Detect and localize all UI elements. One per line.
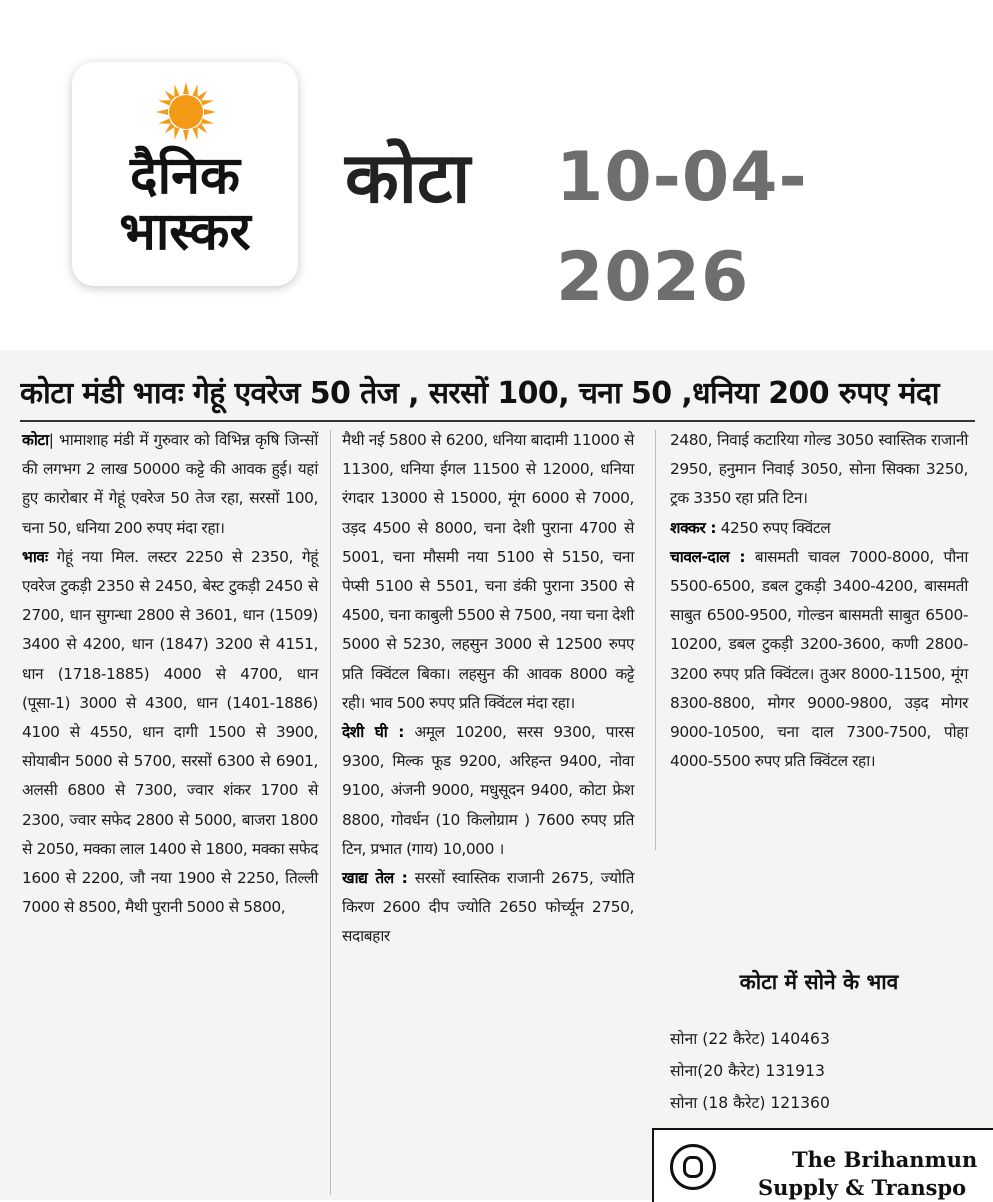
ad-text-line1: The Brihanmun [792,1147,978,1172]
oil-text: सरसों स्वास्तिक राजानी 2675, ज्योति किरण 2600 दीप ज्योति 2650 फोर्च्यून 2750, सदाबहार [342,869,634,946]
ad-text-line2: Supply & Transpo [758,1175,967,1200]
sun-icon [156,82,216,142]
intro-text: भामाशाह मंडी में गुरुवार को विभिन्न कृषि जिन्सों की लगभग 2 लाख 50000 कट्टे की आवक हुई। यहां हुए कारोबार में गेहूं एवरेज 50 तेज रहा, सरसों 100, चना 50, धनिया 200 रुपए मंदा रहा। [22,431,318,537]
article-headline: कोटा मंडी भावः गेहूं एवरेज 50 तेज , सरसों 100, चना 50 ,धनिया 200 रुपए मंदा [20,376,939,411]
logo-text-line2: भास्कर [119,202,251,262]
article-column-2 [342,426,634,952]
oil-continued-text: 2480, निवाई कटारिया गोल्ड 3050 स्वास्तिक राजानी 2950, हनुमान निवाई 3050, सोना सिक्का 3250, ट्रक 3350 रहा प्रति टिन। [670,431,968,508]
gold-prices-title: कोटा में सोने के भाव [739,970,899,994]
logo-text-line1: दैनिक [130,146,240,206]
column-divider [330,430,331,1195]
headline-divider [20,420,975,422]
bhav-text: गेहूं नया मिल. लस्टर 2250 से 2350, गेहूं एवरेज टुकड़ी 2350 से 2450, बेस्ट टुकड़ी 2450 से 2700, धान सुगन्धा 2800 से 3601, धान (1509) 3400 से 4200, धान (1847) 3200 से 4151, धान (1718-1885) 4000 से 4700, धान (पूसा-1) 3000 से 4300, धान (1401-1886) 4100 से 4550, धान दागी 1500 से 3900, सोयाबीन 5000 से 5700, सरसों 6300 से 6901, अलसी 6800 से 7300, ज्वार शंकर 1700 से 2300, ज्वार सफेद 2800 से 5000, बाजरा 1800 से 2050, मक्का लाल 1400 से 1800, मक्का सफेद 1600 से 2200, जौ नया 1900 से 2250, तिल्ली 7000 से 8500, मैथी पुरानी 5000 से 5800, [22,547,319,917]
gold-price-row: सोना (18 कैरेट) 121360 [670,1094,830,1112]
ghee-label: देशी घी : [342,723,405,742]
rice-dal-label: चावल-दाल : [670,547,746,566]
emblem-inner-shape [683,1156,703,1178]
ghee-text: अमूल 10200, सरस 9300, पारस 9300, मिल्क फूड 9200, अरिहन्त 9400, नोवा 9100, अंजनी 9000, मधुसूदन 9400, कोटा फ्रेश 8800, गोवर्धन (10 किलोग्राम ) 7600 रुपए प्रति टिन, प्रभात (गाय) 10,000 । [342,723,634,858]
column-divider [655,430,656,850]
edition-date: 10-04-2026 [556,138,808,317]
advertisement [652,1128,993,1202]
emblem-icon [670,1144,716,1190]
gold-price-row: सोना (22 कैरेट) 140463 [670,1030,830,1048]
news-clipping [0,350,993,1200]
rice-dal-text: बासमती चावल 7000-8000, पौना 5500-6500, डबल टुकड़ी 3400-4200, बासमती साबुत 6500-9500, गोल्डन बासमती साबुत 6500-10200, डबल टुकड़ी 3200-3600, कणी 2800-3200 रुपए प्रति क्विंटल। तुअर 8000-11500, मूंग 8300-8800, मोगर 9000-9800, उड़द मोगर 9000-10500, चना दाल 7300-7500, पोहा 4000-5500 रुपए प्रति क्विंटल रहा। [670,547,969,771]
article-column-1: कोटा| भामाशाह मंडी में गुरुवार को विभिन्न कृषि जिन्सों की लगभग 2 लाख 50000 कट्टे की आवक हुई। यहां हुए कारोबार में गेहूं एवरेज 50 तेज रहा, सरसों 100, चना 50, धनिया 200 रुपए मंदा रहा। भावः गेहूं नया मिल. लस्टर 2250 से 2350, गेहूं एवरेज टुकड़ी 2350 से 2450, बेस्ट टुकड़ी 2450 से 2700, धान सुगन्धा 2800 से 3601, धान (1509) 3400 से 4200, धान (1847) 3200 से 4151, धान (1718-1885) 4000 से 4700, धान (पूसा-1) 3000 से 4300, धान (1401-1886) 4100 से 4550, धान दागी 1500 से 3900, सोयाबीन 5000 से 5700, सरसों 6300 से 6901, अलसी 6800 से 7300, ज्वार शंकर 1700 से 2300, ज्वार सफेद 2800 से 5000, बाजरा 1800 से 2050, मक्का लाल 1400 से 1800, मक्का सफेद 1600 से 2200, जौ नया 1900 से 2250, तिल्ली 7000 से 8500, मैथी पुरानी 5000 से 5800, [22,431,319,917]
edition-city: कोटा [345,137,471,219]
crop-prices-text: मैथी नई 5800 से 6200, धनिया बादामी 11000 से 11300, धनिया ईगल 11500 से 12000, धनिया रंगदार 13000 से 15000, मूंग 6000 से 7000, उड़द 4500 से 8000, चना देशी पुराना 4700 से 5001, चना मौसमी नया 5100 से 5150, चना पेप्सी 5100 से 5501, चना डंकी पुराना 3500 से 4500, चना काबुली 5500 से 7500, नया चना देशी 5000 से 5230, लहसुन 3000 से 12500 रुपए प्रति क्विंटल बिका। लहसुन की आवक 8000 कट्टे रही। भाव 500 रुपए प्रति क्विंटल मंदा रहा। [342,431,634,712]
sugar-text: 4250 रुपए क्विंटल [720,518,831,537]
bhav-label: भावः [22,547,48,566]
page-header [0,0,993,350]
gold-price-row: सोना(20 कैरेट) 131913 [670,1062,825,1080]
dateline: कोटा [22,431,49,449]
article-column-3 [670,426,968,776]
dainik-bhaskar-logo [72,62,298,286]
sugar-label: शक्कर : [670,518,717,537]
oil-label: खाद्य तेल : [342,869,408,888]
